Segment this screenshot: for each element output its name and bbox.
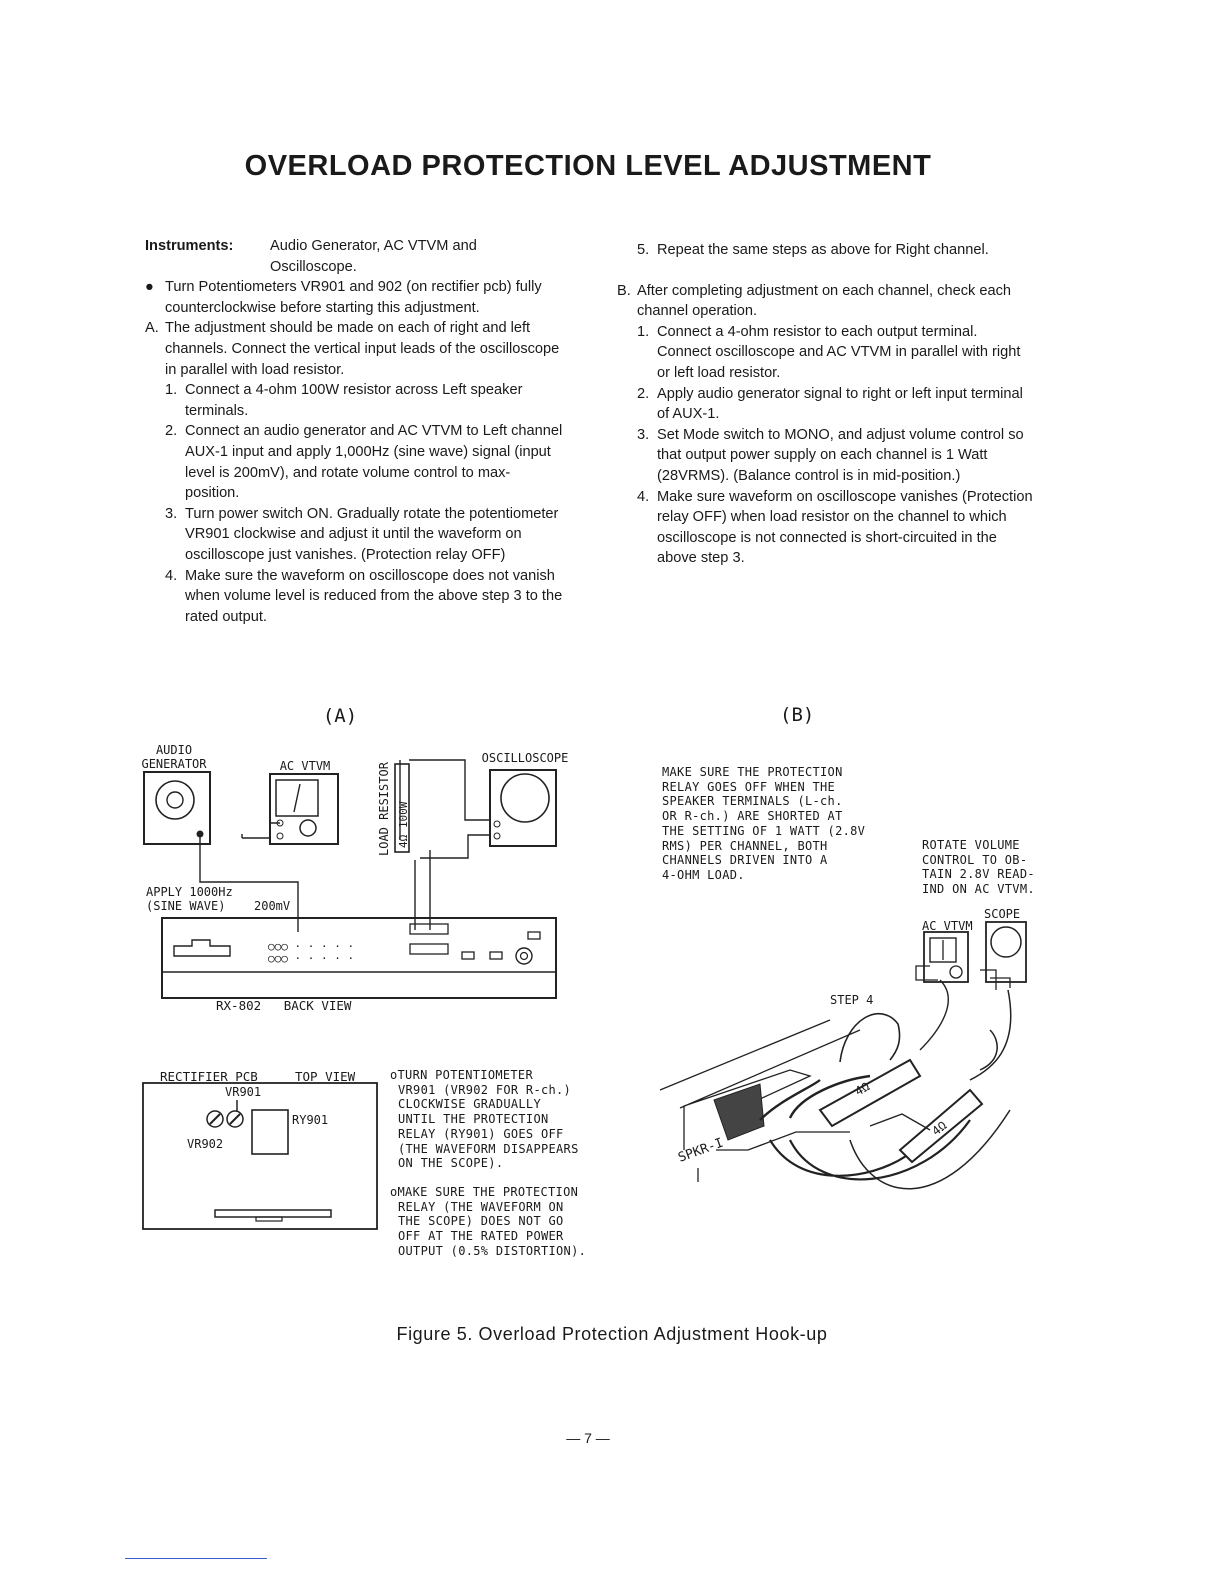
audio-generator-dial-inner xyxy=(167,792,183,808)
figure-caption: Figure 5. Overload Protection Adjustment Hook-up xyxy=(396,1324,828,1344)
sine-wave-label: (SINE WAVE) xyxy=(146,899,226,913)
ry901-label: RY901 xyxy=(292,1113,329,1127)
top-view-label: TOP VIEW xyxy=(295,1069,356,1084)
left-step xyxy=(165,504,563,566)
note2-line: OFF AT THE RATED POWER xyxy=(398,1229,564,1244)
note2-line: RELAY (THE WAVEFORM ON xyxy=(398,1199,564,1214)
b-ac-vtvm-knob xyxy=(950,966,962,978)
step-text: Make sure the waveform on oscilloscope does not vanish when volume level is reduced from the above step 3 to the rated output. xyxy=(185,567,563,625)
rectifier-board xyxy=(143,1083,377,1229)
note1-line: ON THE SCOPE). xyxy=(398,1156,504,1171)
right-step xyxy=(637,384,1035,425)
right-step xyxy=(637,487,1035,569)
bullet-text: Turn Potentiometers VR901 and 902 (on rectifier pcb) fully counterclockwise before starting this adjustment. xyxy=(165,279,542,316)
section-b-marker: B. xyxy=(617,282,631,299)
bullet-item xyxy=(145,277,563,318)
step-number: 4. xyxy=(637,488,650,505)
page-title: OVERLOAD PROTECTION LEVEL ADJUSTMENT xyxy=(244,150,932,182)
vr902-label: VR902 xyxy=(187,1137,224,1151)
diagram-b-drawing xyxy=(640,900,1060,1240)
b-ac-vtvm-label: AC VTVM xyxy=(922,919,973,933)
load-resistor-label: LOAD RESISTOR xyxy=(377,762,391,856)
step-text: Apply audio generator signal to right or left input terminal of AUX-1. xyxy=(657,385,1023,423)
step-text: Repeat the same steps as above for Right channel. xyxy=(657,242,989,258)
rotate-line: IND ON AC VTVM. xyxy=(922,882,1035,897)
ac-vtvm-jack xyxy=(277,833,283,839)
rectifier-connector-tab xyxy=(256,1217,282,1221)
spkr-label: SPKR-I xyxy=(676,1135,726,1166)
bullet-icon: ● xyxy=(145,279,154,296)
left-column xyxy=(145,236,563,627)
rectifier-connector xyxy=(215,1210,331,1217)
note1-line: VR901 (VR902 FOR R-ch.) xyxy=(398,1082,572,1097)
footer-rule xyxy=(125,1558,267,1559)
scope-label: SCOPE xyxy=(984,907,1021,921)
section-b-text: After completing adjustment on each channel, check each channel operation. xyxy=(637,282,1011,320)
lead-wires xyxy=(200,760,490,932)
b-note-line: SPEAKER TERMINALS (L-ch. xyxy=(662,794,843,809)
apply-label: APPLY 1000Hz xyxy=(146,885,233,899)
receiver-side xyxy=(714,1084,764,1140)
left-step xyxy=(165,380,563,421)
note1-line: oTURN POTENTIOMETER xyxy=(390,1068,533,1082)
rotate-line: CONTROL TO OB- xyxy=(922,852,1028,867)
wire-step4 xyxy=(840,1014,900,1062)
ry901-relay xyxy=(252,1110,288,1154)
load-value-label: 4Ω 100W xyxy=(397,801,410,848)
b-note-line: OR R-ch.) ARE SHORTED AT xyxy=(662,809,843,824)
left-step xyxy=(165,421,563,503)
step-text: Make sure waveform on oscilloscope vanishes (Protection relay OFF) when load resistor on the channel to which oscilloscope is not connected is short-circuited in the above step 3. xyxy=(657,488,1033,567)
step-number: 1. xyxy=(637,323,650,340)
step-number: 2. xyxy=(637,385,650,402)
ac-vtvm-knob xyxy=(300,820,316,836)
note-spacer xyxy=(390,1171,630,1185)
step-text: Connect a 4-ohm resistor to each output terminal. Connect oscilloscope and AC VTVM in parallel with right or left load resistor. xyxy=(657,323,1021,381)
audio-generator-label-2: GENERATOR xyxy=(141,757,207,771)
oscilloscope-jack xyxy=(494,821,500,827)
rx802-antenna-jack-inner xyxy=(521,953,528,960)
section-a-text: The adjustment should be made on each of right and left channels. Connect the vertical input leads of the oscilloscope in parallel with load resistor. xyxy=(165,320,560,378)
step-number: 1. xyxy=(165,382,178,399)
receiver-base xyxy=(870,1114,930,1130)
diagram-a-heading: (A) xyxy=(322,705,358,727)
notes-a xyxy=(390,1068,630,1258)
audio-generator-dial xyxy=(156,781,194,819)
step-label: STEP 4 xyxy=(830,993,874,1007)
b-note-line: RMS) PER CHANNEL, BOTH xyxy=(662,838,828,853)
left-steps xyxy=(145,380,563,627)
vr901-label: VR901 xyxy=(225,1085,262,1099)
b-scope-screen xyxy=(991,927,1021,957)
b-note-line: RELAY GOES OFF WHEN THE xyxy=(662,779,836,794)
step-number: 2. xyxy=(165,423,178,440)
audio-generator-label: AUDIO xyxy=(155,743,193,757)
right-step xyxy=(637,425,1035,487)
wire-lead xyxy=(920,980,948,1050)
page-number: — 7 — xyxy=(566,1430,610,1446)
rectifier-pcb-diagram xyxy=(140,1064,380,1234)
section-a xyxy=(145,318,563,380)
resistor-label-2: 4Ω xyxy=(929,1118,950,1139)
note2-line: THE SCOPE) DOES NOT GO xyxy=(398,1214,564,1229)
right-column xyxy=(617,240,1035,569)
back-view-label: RX-802 BACK VIEW xyxy=(216,998,352,1013)
rx802-antenna-jack xyxy=(516,948,532,964)
note2-line: OUTPUT (0.5% DISTORTION). xyxy=(398,1243,587,1258)
oscilloscope-screen xyxy=(501,774,549,822)
note1-line: CLOCKWISE GRADUALLY xyxy=(398,1097,541,1112)
rx802-jacks: ○○○ · · · · · xyxy=(268,952,355,965)
rx802-speaker-terminals xyxy=(410,944,448,954)
b-scope-box xyxy=(986,922,1026,982)
rectifier-title: RECTIFIER PCB xyxy=(160,1069,258,1084)
note1-line: UNTIL THE PROTECTION xyxy=(398,1112,549,1127)
b-note-line: MAKE SURE THE PROTECTION xyxy=(662,765,843,779)
instruments-row xyxy=(145,236,563,277)
step-number: 5. xyxy=(637,242,650,258)
step-number: 3. xyxy=(637,426,650,443)
b-probe-leads xyxy=(916,966,1010,990)
instruments-text: Audio Generator, AC VTVM and Oscilloscope. xyxy=(270,238,477,275)
diagram-b-heading: (B) xyxy=(780,704,815,726)
rx802-switch xyxy=(462,952,474,959)
step-number: 4. xyxy=(165,567,178,584)
b-note-line: THE SETTING OF 1 WATT (2.8V xyxy=(662,823,866,838)
ac-vtvm-label: AC VTVM xyxy=(279,759,331,773)
resistor-label: 4Ω xyxy=(852,1079,873,1099)
ac-vtvm-needle xyxy=(294,784,300,812)
note2-line: oMAKE SURE THE PROTECTION xyxy=(390,1184,579,1199)
diagram-a xyxy=(130,700,600,1020)
step-number: 3. xyxy=(165,505,178,522)
rotate-note xyxy=(922,838,1062,897)
right-step xyxy=(637,322,1035,384)
section-b xyxy=(617,281,1035,322)
right-step5 xyxy=(617,240,1035,261)
rx802-outlet xyxy=(174,940,230,956)
oscilloscope-jack xyxy=(494,833,500,839)
step-text: Connect a 4-ohm 100W resistor across Left speaker terminals. xyxy=(185,382,523,419)
step-text: Turn power switch ON. Gradually rotate the potentiometer VR901 clockwise and adjust it until the waveform on oscilloscope just vanishes. (Protection relay OFF) xyxy=(185,505,559,563)
rotate-line: TAIN 2.8V READ- xyxy=(922,867,1035,882)
section-a-marker: A. xyxy=(145,320,159,337)
oscilloscope-label: OSCILLOSCOPE xyxy=(481,751,569,765)
diagram-b-note xyxy=(662,765,912,883)
rx802-back-panel xyxy=(162,918,556,998)
step-text: Connect an audio generator and AC VTVM to Left channel AUX-1 input and apply 1,000Hz (sine wave) signal (input level is 200mV), and rotate volume control to max-position. xyxy=(185,423,563,502)
rx802-switch xyxy=(528,932,540,939)
rx802-switch xyxy=(490,952,502,959)
left-step xyxy=(165,566,563,628)
apply-level-label: 200mV xyxy=(254,899,291,913)
b-note-line: 4-OHM LOAD. xyxy=(662,867,745,882)
b-note-line: CHANNELS DRIVEN INTO A xyxy=(662,853,828,868)
right-steps xyxy=(617,322,1035,569)
note1-line: RELAY (RY901) GOES OFF xyxy=(398,1126,564,1141)
vr902-knob-slot xyxy=(210,1114,220,1124)
instruments-label: Instruments: xyxy=(145,238,234,254)
note1-line: (THE WAVEFORM DISAPPEARS xyxy=(398,1141,579,1156)
rotate-line: ROTATE VOLUME xyxy=(922,838,1020,852)
step-text: Set Mode switch to MONO, and adjust volume control so that output power supply on each channel is 1 Watt (28VRMS). (Balance control is in mid-position.) xyxy=(657,426,1024,484)
rx802-jacks: ○○○ · · · · · xyxy=(268,940,355,953)
vr901-knob-slot xyxy=(230,1114,240,1124)
